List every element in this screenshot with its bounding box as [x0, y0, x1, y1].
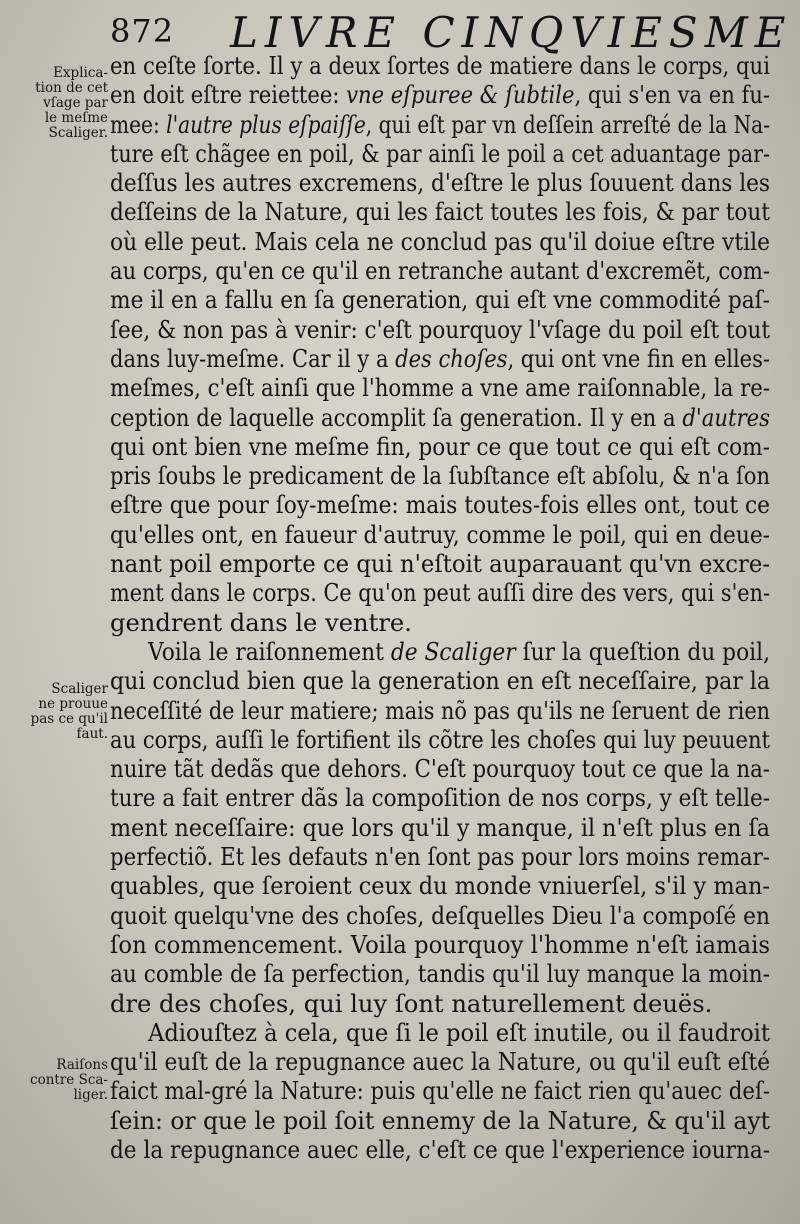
text-segment: ment neceſſaire: que lors qu'il y manque, il n'eſt plus en ſa — [110, 813, 770, 842]
text-segment: de la repugnance auec elle, c'eſt ce que l'experience iourna- — [110, 1135, 770, 1164]
text-line — [110, 638, 770, 667]
text-line — [110, 52, 770, 81]
text-segment: ment dans le corps. Ce qu'on peut auſſi dire des vers, qui s'en- — [110, 579, 770, 608]
text-segment: qu'il euſt de la repugnance auec la Nature, ou qu'il euſt eſté — [110, 1048, 770, 1077]
text-line — [110, 1077, 770, 1106]
text-line — [110, 140, 770, 169]
text-line — [110, 579, 770, 608]
text-segment: qu'elles ont, en faueur d'autruy, comme le poil, qui en deue- — [110, 520, 770, 549]
text-line — [110, 902, 770, 931]
text-line — [110, 931, 770, 960]
text-segment: ſur la queſtion du poil, — [515, 637, 770, 666]
text-segment: , qui ont vne fin en elles- — [507, 344, 770, 373]
italic-text-segment: des choſes — [395, 344, 508, 373]
text-segment: perfectiõ. Et les defauts n'en ſont pas pour lors moins remar- — [110, 843, 770, 872]
text-line — [110, 609, 770, 638]
text-segment: me il en a fallu en ſa generation, qui eſt vne commodité paſ- — [110, 286, 770, 315]
margin-notes — [8, 0, 108, 1224]
text-segment: nant poil emporte ce qui n'eſtoit auparauant qu'vn excre- — [110, 550, 770, 579]
text-line — [110, 462, 770, 491]
text-segment: , qui s'en va en fu- — [574, 81, 770, 110]
text-segment: Voila le raiſonnement — [148, 637, 391, 666]
text-line — [110, 491, 770, 520]
text-segment: en ceſte ſorte. Il y a deux ſortes de matiere dans le corps, qui — [110, 52, 770, 80]
text-segment: en doit eſtre reiettee: — [110, 81, 347, 110]
text-line — [110, 345, 770, 374]
text-line — [110, 667, 770, 696]
body-text — [110, 52, 770, 1165]
text-segment: au corps, qu'en ce qu'il en retranche autant d'excremẽt, com- — [110, 257, 770, 286]
text-line — [110, 990, 770, 1019]
text-segment: ſon commencement. Voila pourquoy l'homme n'eſt iamais — [110, 930, 770, 959]
text-line — [110, 550, 770, 579]
text-line — [110, 521, 770, 550]
text-line — [110, 404, 770, 433]
italic-text-segment: d'autres — [682, 403, 770, 432]
text-line — [110, 697, 770, 726]
text-segment: faict mal-gré la Nature: puis qu'elle ne faict rien qu'auec deſ- — [110, 1077, 770, 1106]
text-segment: Adiouſtez à cela, que ſi le poil eſt inutile, ou il faudroit — [148, 1018, 770, 1047]
text-segment: ſein: or que le poil ſoit ennemy de la Nature, & qu'il ayt — [110, 1106, 770, 1135]
text-line — [110, 81, 770, 110]
text-line — [110, 872, 770, 901]
text-line — [110, 286, 770, 315]
margin-note-raisons: Raiſons contre Sca- liger. — [30, 1057, 108, 1103]
text-line — [110, 1019, 770, 1048]
text-line — [110, 814, 770, 843]
italic-text-segment: de Scaliger — [390, 637, 516, 666]
text-segment: mee: — [110, 110, 167, 139]
text-segment: deſſus les autres excremens, d'eſtre le plus ſouuent dans les — [110, 169, 770, 198]
text-segment: qui ont bien vne meſme fin, pour ce que tout ce qui eſt com- — [110, 432, 770, 461]
text-line — [110, 726, 770, 755]
page-number: 872 — [110, 12, 175, 50]
text-segment: pris ſoubs le predicament de la ſubſtance eſt abſolu, & n'a ſon — [110, 462, 770, 491]
text-segment: au comble de ſa perfection, tandis qu'il luy manque la moin- — [110, 960, 770, 989]
text-segment: nuire tãt dedãs que dehors. C'eſt pourquoy tout ce que la na- — [110, 755, 770, 784]
text-line — [110, 784, 770, 813]
text-segment: quoit quelqu'vne des choſes, deſquelles Dieu l'a compoſé en — [110, 901, 770, 930]
text-segment: au corps, auſſi le fortifient ils cõtre les choſes qui luy peuuent — [110, 725, 770, 754]
text-line — [110, 198, 770, 227]
text-line — [110, 960, 770, 989]
text-segment: ception de laquelle accomplit ſa generation. Il y en a — [110, 403, 683, 432]
text-segment: eſtre que pour ſoy-meſme: mais toutes-fois elles ont, tout ce — [110, 491, 770, 520]
italic-text-segment: vne eſpuree & ſubtile — [346, 81, 575, 110]
text-line — [110, 316, 770, 345]
text-line — [110, 1136, 770, 1165]
text-line — [110, 1048, 770, 1077]
text-line — [110, 433, 770, 462]
text-segment: dre des choſes, qui luy ſont naturellement deuës. — [110, 989, 713, 1018]
text-line — [110, 843, 770, 872]
text-line — [110, 169, 770, 198]
text-segment: ſee, & non pas à venir: c'eſt pourquoy l'vſage du poil eſt tout — [110, 315, 770, 344]
text-segment: deſſeins de la Nature, qui les faict toutes les fois, & par tout — [110, 198, 770, 227]
text-segment: dans luy-meſme. Car il y a — [110, 344, 396, 373]
text-line — [110, 257, 770, 286]
text-line — [110, 228, 770, 257]
text-segment: , qui eſt par vn deſſein arreſté de la Na- — [365, 110, 770, 139]
text-line — [110, 755, 770, 784]
text-segment: meſmes, c'eſt ainſi que l'homme a vne ame raiſonnable, la re- — [110, 374, 770, 403]
margin-note-explication: Explica- tion de cet vſage par le meſme Scaliger. — [35, 65, 108, 141]
text-segment: qui conclud bien que la generation en eſt neceſſaire, par la — [110, 667, 770, 696]
italic-text-segment: l'autre plus eſpaiſſe — [166, 110, 366, 139]
text-segment: gendrent dans le ventre. — [110, 608, 412, 637]
text-segment: ture a fait entrer dãs la compoſition de nos corps, y eſt telle- — [110, 784, 770, 813]
page-header — [110, 6, 800, 57]
text-segment: neceſſité de leur matiere; mais nõ pas qu'ils ne ſeruent de rien — [110, 696, 770, 725]
margin-note-scaliger: Scaliger ne prouue pas ce qu'il faut. — [30, 681, 108, 742]
text-segment: où elle peut. Mais cela ne conclud pas qu'il doiue eſtre vtile — [110, 227, 770, 256]
text-segment: ture eſt chãgee en poil, & par ainſi le poil a cet aduantage par- — [110, 139, 770, 168]
text-segment: quables, que ſeroient ceux du monde vniuerſel, s'il y man- — [110, 872, 770, 901]
text-line — [110, 1107, 770, 1136]
text-line — [110, 111, 770, 140]
running-title: LIVRE CINQVIESME — [230, 8, 793, 57]
text-line — [110, 374, 770, 403]
